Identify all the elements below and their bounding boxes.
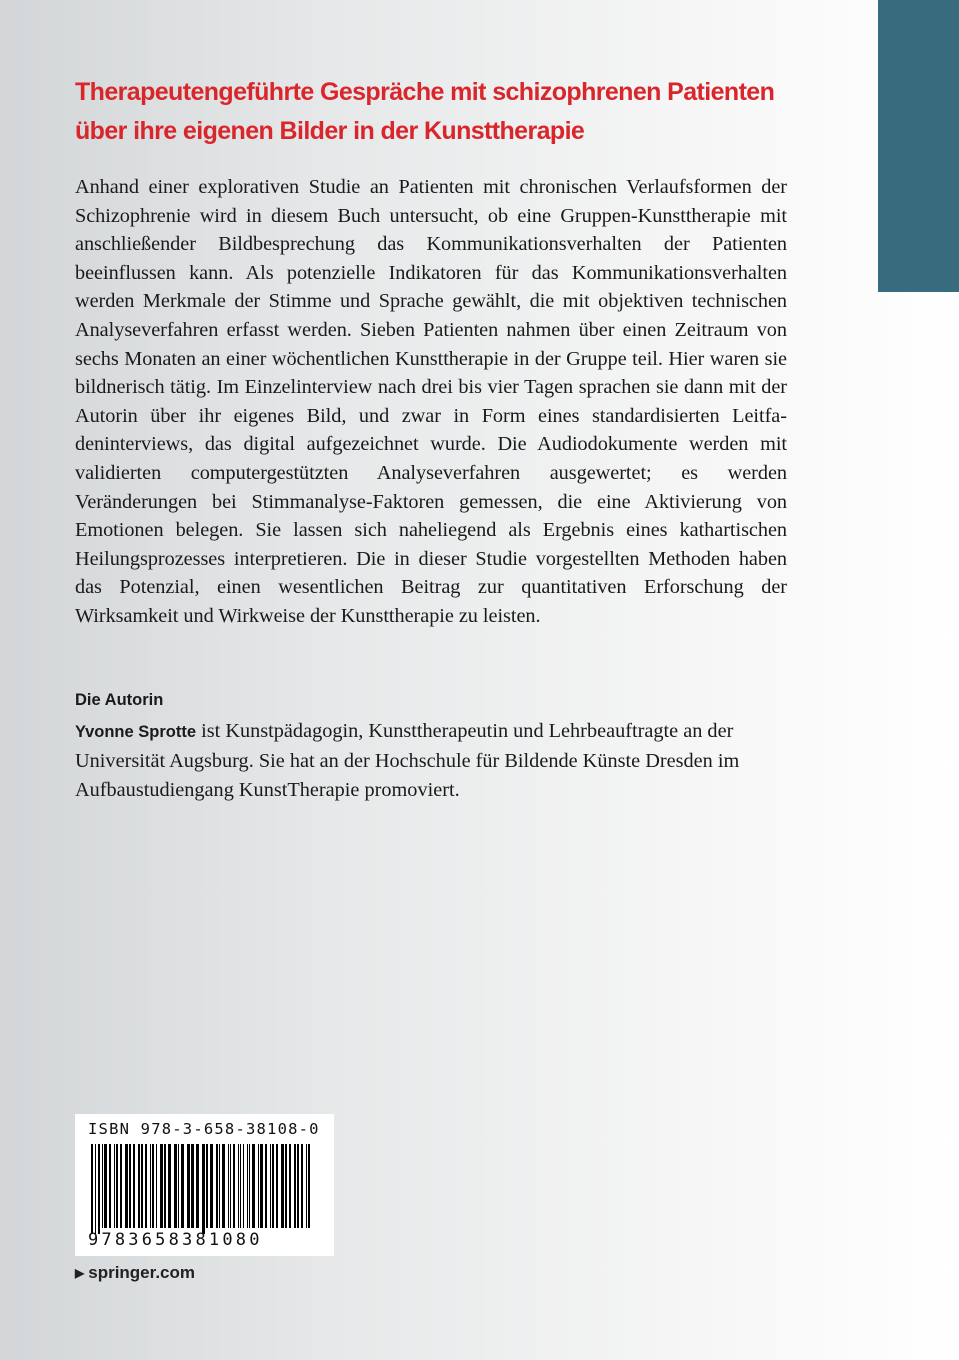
barcode-bar bbox=[114, 1144, 115, 1228]
barcode-bar bbox=[297, 1144, 299, 1228]
barcode-bar bbox=[133, 1144, 135, 1228]
barcode-digits: 9783658381080 bbox=[88, 1230, 263, 1250]
barcode-bar bbox=[116, 1144, 118, 1228]
barcode-bar bbox=[216, 1144, 218, 1228]
author-bio bbox=[75, 717, 787, 805]
barcode-bar bbox=[258, 1144, 259, 1228]
barcode-bar bbox=[164, 1144, 166, 1228]
isbn-barcode bbox=[75, 1114, 334, 1256]
barcode-bar bbox=[243, 1144, 244, 1228]
barcode-bar bbox=[270, 1144, 271, 1228]
barcode-bar bbox=[178, 1144, 179, 1228]
barcode-bar bbox=[174, 1144, 177, 1228]
isbn-label: ISBN 978-3-658-38108-0 bbox=[88, 1120, 320, 1138]
barcode-bar bbox=[152, 1144, 154, 1228]
barcode-bar bbox=[141, 1144, 143, 1228]
barcode-bar bbox=[281, 1144, 284, 1228]
barcode-bar bbox=[145, 1144, 147, 1228]
barcode-bar bbox=[202, 1144, 205, 1234]
accent-bar bbox=[878, 0, 959, 292]
barcode-bar bbox=[249, 1144, 250, 1228]
barcode-bar bbox=[228, 1144, 229, 1228]
barcode-bar bbox=[98, 1144, 100, 1234]
book-title bbox=[75, 73, 855, 151]
barcode-bar bbox=[276, 1144, 278, 1228]
barcode-bar bbox=[95, 1144, 96, 1234]
barcode-bar bbox=[196, 1144, 199, 1228]
barcode-bar bbox=[252, 1144, 255, 1228]
barcode-bar bbox=[210, 1144, 213, 1228]
barcode-bar bbox=[160, 1144, 163, 1228]
title-line-1: Therapeutengeführte Gespräche mit schizophrenen Patienten bbox=[75, 78, 775, 106]
barcode-bar bbox=[156, 1144, 157, 1228]
barcode-bar bbox=[306, 1144, 307, 1228]
barcode-bar bbox=[219, 1144, 220, 1228]
barcode-bar bbox=[138, 1144, 140, 1228]
barcode-bar bbox=[102, 1144, 103, 1228]
barcode-bar bbox=[222, 1144, 225, 1228]
barcode-bar bbox=[109, 1144, 111, 1228]
author-heading: Die Autorin bbox=[75, 691, 164, 709]
barcode-bar bbox=[150, 1144, 151, 1228]
barcode-bar bbox=[187, 1144, 190, 1228]
barcode-bar bbox=[104, 1144, 107, 1228]
barcode-bar bbox=[120, 1144, 122, 1228]
barcode-bar bbox=[230, 1144, 231, 1228]
barcode-bar bbox=[285, 1144, 287, 1228]
barcode-bar bbox=[91, 1144, 93, 1234]
triangle-right-icon: ▶ bbox=[75, 1266, 85, 1280]
publisher-url: springer.com bbox=[88, 1263, 195, 1282]
author-bio-text: ist Kunstpädagogin, Kunsttherapeutin und Lehrbeauftragte an der Universität Augsburg. Sie hat an der Hochschule für Bildende Künste Dresden im Aufbaustudiengang KunstTherapie promoviert. bbox=[75, 720, 740, 801]
barcode-bar bbox=[168, 1144, 171, 1228]
barcode-bar bbox=[265, 1144, 267, 1228]
title-line-2: über ihre eigenen Bilder in der Kunsttherapie bbox=[75, 117, 585, 145]
barcode-bar bbox=[191, 1144, 194, 1228]
barcode-bar bbox=[240, 1144, 241, 1228]
barcode-bar bbox=[272, 1144, 274, 1228]
barcode-bars bbox=[89, 1144, 321, 1240]
barcode-bar bbox=[289, 1144, 291, 1228]
barcode-bar bbox=[181, 1144, 184, 1228]
book-description: Anhand einer explorativen Studie an Patienten mit chronischen Verlaufsformen der Schizophrenie wird in diesem Buch untersucht, ob eine Gruppen-Kunsttherapie mit anschließender Bildbesprechung das Kommunikationsverhalten der Patienten beeinflussen kann. Als potenzielle Indikatoren für das Kommunikationsverhalten werden Merkmale der Stimme und Sprache gewählt, die mit objektiven technischen Analyseverfahren erfasst werden. Sieben Patienten nahmen über einen Zeitraum von sechs Monaten an einer wöchentlichen Kunsttherapie in der Gruppe teil. Hier waren sie bildnerisch tätig. Im Einzelinterview nach drei bis vier Tagen sprachen sie dann mit der Autorin über ihr eigenes Bild, und zwar in Form eines standardisierten Leitfadeninterviews, das digital aufgezeichnet wurde. Die Audiodokumente werden mit validierten computergestützten Analyseverfahren ausgewertet; es werden Veränderungen bei Stimmanalyse-Faktoren gemessen, die eine Aktivierung von Emotionen belegen. Sie lassen sich naheliegend als Ergebnis eines kathartischen Heilungsprozesses interpretieren. Die in dieser Studie vorgestellten Methoden haben das Potenzial, einen wesentlichen Beitrag zur quantitativen Erforschung der Wirksamkeit und Wirkweise der Kunsttherapie zu leisten. bbox=[75, 176, 787, 627]
publisher-link[interactable] bbox=[75, 1263, 195, 1283]
barcode-bar bbox=[238, 1144, 239, 1228]
barcode-bar bbox=[233, 1144, 235, 1228]
author-name: Yvonne Sprotte bbox=[75, 723, 197, 741]
barcode-bar bbox=[125, 1144, 128, 1228]
barcode-bar bbox=[129, 1144, 131, 1228]
barcode-bar bbox=[301, 1144, 303, 1228]
barcode-bar bbox=[308, 1144, 310, 1228]
barcode-bar bbox=[206, 1144, 208, 1228]
barcode-bar bbox=[294, 1144, 296, 1228]
barcode-bar bbox=[260, 1144, 263, 1228]
barcode-bar bbox=[247, 1144, 248, 1228]
